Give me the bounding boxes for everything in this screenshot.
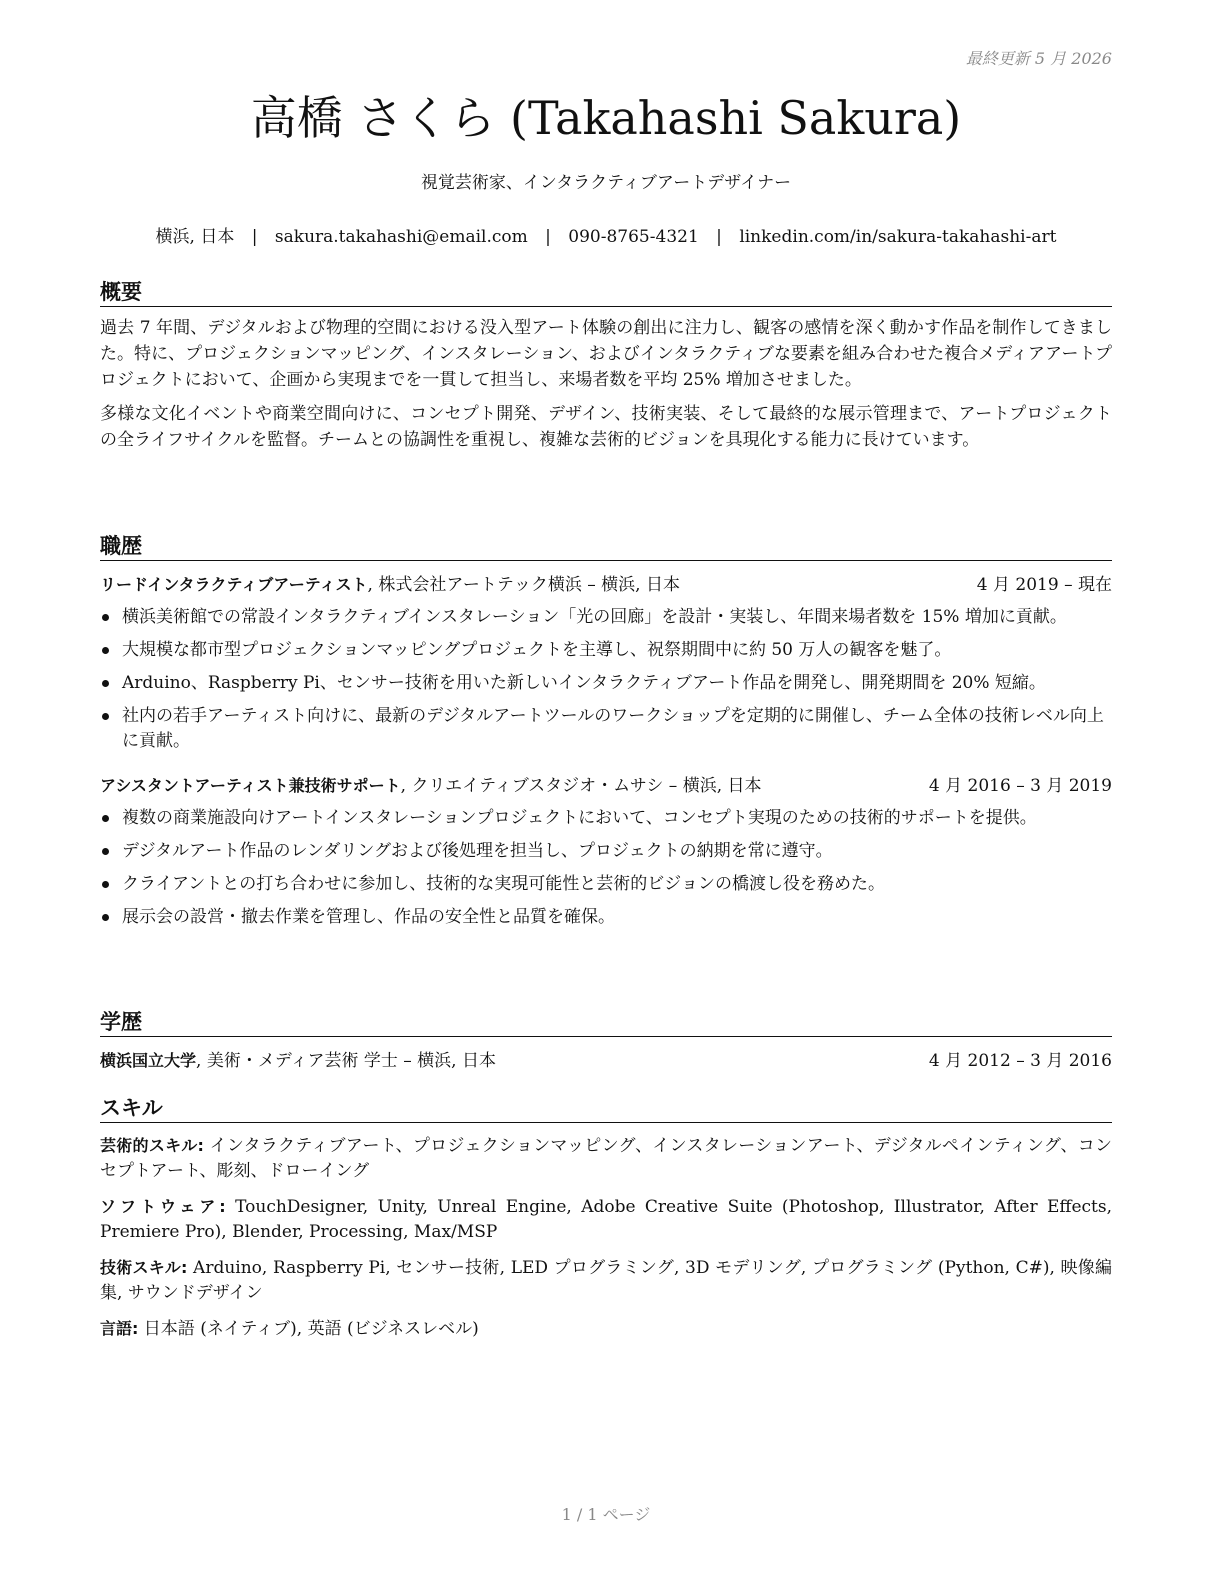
bullet-icon <box>102 881 109 888</box>
education-section <box>100 1008 1112 1073</box>
list-item <box>100 839 1112 864</box>
summary-paragraph: 過去 7 年間、デジタルおよび物理的空間における没入型アート体験の創出に注力し、観客の感情を深く動かす作品を制作してきました。特に、プロジェクションマッピング、インスタレーション、およびインタラクティブな要素を組み合わせた複合メディアアートプロジェクトにおいて、企画から実現までを一貫して担当し、来場者数を平均 25% 増加させました。 <box>100 318 1112 390</box>
page-number: 1 / 1 ページ <box>561 1505 651 1524</box>
tagline: 視覚芸術家、インタラクティブアートデザイナー <box>420 173 792 193</box>
list-item <box>100 671 1112 696</box>
skill-value: 日本語 (ネイティブ), 英語 (ビジネスレベル) <box>138 1319 479 1339</box>
skills-title: スキル <box>100 1094 1112 1123</box>
list-item <box>100 872 1112 897</box>
list-item <box>100 638 1112 663</box>
contact-separator: | <box>251 227 258 247</box>
contact-location: 横浜, 日本 <box>155 227 235 247</box>
skill-label: ソフトウェア: <box>100 1197 226 1216</box>
education-title: 学歴 <box>100 1008 1112 1037</box>
job-org: , クリエイティブスタジオ・ムサシ – 横浜, 日本 <box>400 776 762 796</box>
bullet-icon <box>102 680 109 687</box>
contact-phone: 090-8765-4321 <box>568 227 699 247</box>
skill-row <box>100 1316 1112 1342</box>
bullet-text: Arduino、Raspberry Pi、センサー技術を用いた新しいインタラクティブアート作品を開発し、開発期間を 20% 短縮。 <box>122 673 1046 693</box>
summary-section <box>100 278 1112 453</box>
bullet-text: 複数の商業施設向けアートインスタレーションプロジェクトにおいて、コンセプト実現のための技術的サポートを提供。 <box>122 808 1037 828</box>
skill-value: Arduino, Raspberry Pi, センサー技術, LED プログラミング, 3D モデリング, プログラミング (Python, C#), 映像編集, サウンドデザイン <box>100 1258 1112 1303</box>
list-item <box>100 704 1112 754</box>
contact-linkedin[interactable]: linkedin.com/in/sakura-takahashi-art <box>739 227 1057 247</box>
contact-separator: | <box>545 227 551 247</box>
education-row <box>100 1049 1112 1073</box>
skill-row <box>100 1194 1112 1245</box>
school-name: 横浜国立大学 <box>100 1051 197 1070</box>
skill-label: 技術スキル: <box>100 1258 188 1277</box>
job-bullets <box>100 605 1112 754</box>
contact-line <box>100 225 1112 249</box>
skill-value: TouchDesigner, Unity, Unreal Engine, Adobe Creative Suite (Photoshop, Illustrator, After Effects, Premiere Pro), Blender, Processing, Max/MSP <box>100 1197 1112 1242</box>
bullet-text: デジタルアート作品のレンダリングおよび後処理を担当し、プロジェクトの納期を常に遵守。 <box>122 841 833 861</box>
job-header <box>100 774 1112 798</box>
education-date: 4 月 2012 – 3 月 2016 <box>928 1051 1112 1071</box>
bullet-icon <box>102 848 109 855</box>
bullet-text: クライアントとの打ち合わせに参加し、技術的な実現可能性と芸術的ビジョンの橋渡し役を務めた。 <box>122 874 885 894</box>
summary-title: 概要 <box>100 278 1112 307</box>
job-role: リードインタラクティブアーティスト <box>100 575 368 594</box>
bullet-text: 展示会の設営・撤去作業を管理し、作品の安全性と品質を確保。 <box>122 907 615 927</box>
bullet-text: 社内の若手アーティスト向けに、最新のデジタルアートツールのワークショップを定期的に開催し、チーム全体の技術レベル向上に貢献。 <box>122 706 1104 751</box>
skill-value: インタラクティブアート、プロジェクションマッピング、インスタレーションアート、デジタルペインティング、コンセプトアート、彫刻、ドローイング <box>100 1136 1112 1181</box>
skill-row <box>100 1255 1112 1306</box>
job-org: , 株式会社アートテック横浜 – 横浜, 日本 <box>367 575 680 595</box>
skill-label: 芸術的スキル: <box>100 1136 204 1155</box>
degree: , 美術・メディア芸術 学士 – 横浜, 日本 <box>196 1051 496 1071</box>
bullet-text: 大規模な都市型プロジェクションマッピングプロジェクトを主導し、祝祭期間中に約 50 万人の観客を魅了。 <box>122 640 952 660</box>
job-date: 4 月 2019 – 現在 <box>976 575 1112 595</box>
job-date: 4 月 2016 – 3 月 2019 <box>928 776 1112 796</box>
job-header <box>100 573 1112 597</box>
contact-email[interactable]: sakura.takahashi@email.com <box>274 227 528 247</box>
bullet-text: 横浜美術館での常設インタラクティブインスタレーション「光の回廊」を設計・実装し、年間来場者数を 15% 増加に貢献。 <box>122 607 1067 627</box>
bullet-icon <box>102 614 109 621</box>
bullet-icon <box>102 914 109 921</box>
bullet-icon <box>102 647 109 654</box>
job-role: アシスタントアーティスト兼技術サポート <box>100 776 401 795</box>
summary-paragraph: 多様な文化イベントや商業空間向けに、コンセプト開発、デザイン、技術実装、そして最終的な展示管理まで、アートプロジェクトの全ライフサイクルを監督。チームとの協調性を重視し、複雑な芸術的ビジョンを具現化する能力に長けています。 <box>100 404 1112 450</box>
bullet-icon <box>102 713 109 720</box>
contact-separator: | <box>716 227 722 247</box>
list-item <box>100 806 1112 831</box>
bullet-icon <box>102 815 109 822</box>
skills-section <box>100 1094 1112 1342</box>
experience-section <box>100 532 1112 930</box>
job-bullets <box>100 806 1112 930</box>
list-item <box>100 605 1112 630</box>
last-updated: 最終更新 5 月 2026 <box>965 49 1112 68</box>
person-name: 高橋 さくら (Takahashi Sakura) <box>250 91 962 145</box>
skill-label: 言語: <box>100 1319 139 1338</box>
resume-page <box>100 0 1112 1584</box>
experience-title: 職歴 <box>100 532 1112 561</box>
skill-row <box>100 1133 1112 1184</box>
list-item <box>100 905 1112 930</box>
